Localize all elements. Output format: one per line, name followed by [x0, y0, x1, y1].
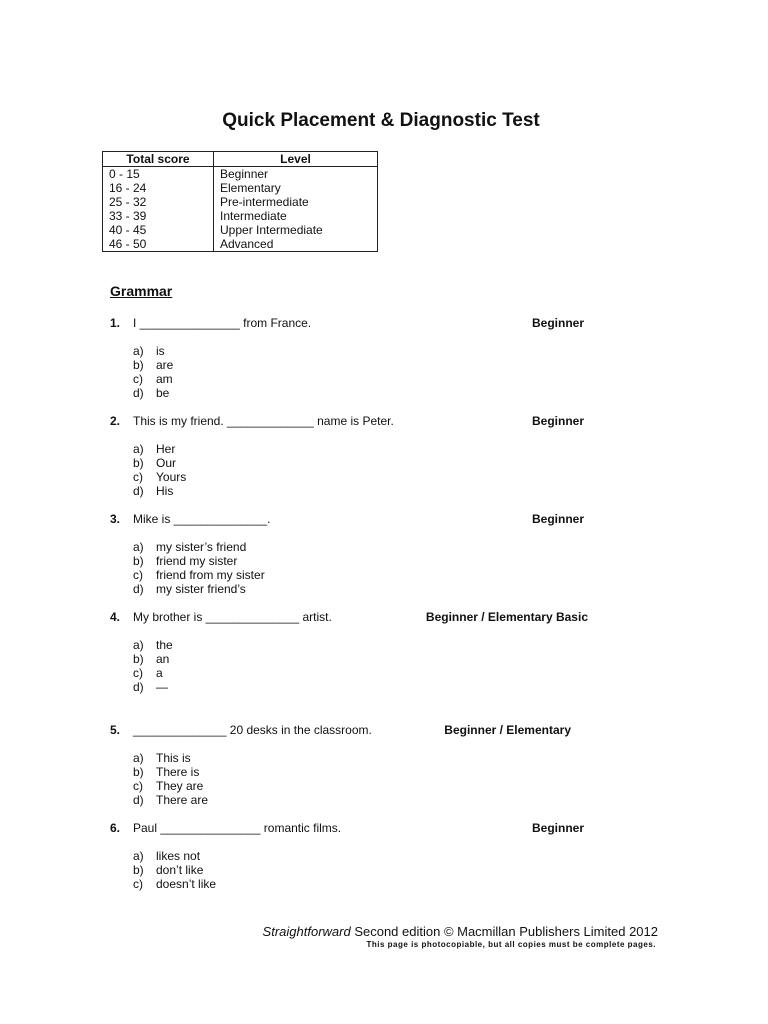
answer-option-a [133, 344, 173, 358]
table-row [103, 181, 378, 195]
table-row [103, 223, 378, 237]
question-level: Beginner / Elementary [444, 723, 571, 737]
column-header-total-score: Total score [103, 152, 214, 167]
option-text: — [156, 680, 168, 694]
question-text: ______________ 20 desks in the classroom. [133, 723, 372, 737]
answer-options [133, 540, 265, 596]
option-letter: b) [133, 765, 144, 779]
option-text: my sister’s friend [156, 540, 247, 554]
option-text: Our [156, 456, 177, 470]
answer-option-c [133, 568, 265, 582]
option-text: There is [156, 765, 200, 779]
question-text: Mike is ______________. [133, 512, 271, 526]
option-letter: d) [133, 582, 144, 596]
answer-option-d [133, 582, 265, 596]
question-number: 3. [110, 512, 121, 526]
option-letter: b) [133, 358, 144, 372]
option-text: doesn’t like [156, 877, 217, 891]
question-number: 2. [110, 414, 121, 428]
question-level: Beginner [531, 414, 584, 428]
option-text: the [156, 638, 173, 652]
option-letter: c) [133, 470, 143, 484]
answer-option-d [133, 386, 173, 400]
question-text: This is my friend. _____________ name is Peter. [133, 414, 394, 428]
option-letter: d) [133, 793, 144, 807]
column-header-level: Level [214, 152, 378, 167]
option-text: a [156, 666, 163, 680]
option-text: be [156, 386, 170, 400]
question-level: Beginner / Elementary Basic [425, 610, 588, 624]
answer-options [133, 638, 173, 694]
option-text: friend from my sister [156, 568, 265, 582]
copyright-text: Second edition © Macmillan Publishers Limited 2012 [350, 924, 658, 939]
option-letter: d) [133, 386, 144, 400]
question-level: Beginner [531, 316, 584, 330]
option-text: are [156, 358, 174, 372]
book-title: Straightforward [262, 924, 351, 939]
score-level: Pre-intermediate [214, 195, 378, 209]
option-text: This is [156, 751, 191, 765]
option-letter: a) [133, 751, 144, 765]
answer-option-b [133, 554, 265, 568]
answer-option-a [133, 442, 186, 456]
page-title: Quick Placement & Diagnostic Test [222, 110, 540, 131]
score-range: 16 - 24 [103, 181, 214, 195]
option-letter: a) [133, 442, 144, 456]
option-text: There are [156, 793, 209, 807]
answer-options [133, 849, 216, 891]
option-text: They are [156, 779, 204, 793]
option-text: don’t like [156, 863, 204, 877]
score-table-header [103, 152, 378, 167]
option-letter: b) [133, 863, 144, 877]
section-heading-grammar: Grammar [110, 283, 173, 299]
question-level: Beginner [531, 512, 584, 526]
score-range: 25 - 32 [103, 195, 214, 209]
option-text: an [156, 652, 170, 666]
answer-option-b [133, 652, 173, 666]
option-text: likes not [156, 849, 201, 863]
question-text: Paul _______________ romantic films. [133, 821, 342, 835]
copyright-line [263, 924, 658, 939]
table-row [103, 209, 378, 223]
question-number: 5. [110, 723, 121, 737]
answer-option-c [133, 372, 173, 386]
answer-option-a [133, 849, 216, 863]
table-row [103, 167, 378, 182]
score-level: Intermediate [214, 209, 378, 223]
question-number: 4. [110, 610, 121, 624]
table-row [103, 195, 378, 209]
answer-option-b [133, 863, 216, 877]
answer-options [133, 442, 186, 498]
score-table [102, 151, 378, 252]
answer-option-d [133, 680, 173, 694]
score-level: Elementary [214, 181, 378, 195]
answer-option-b [133, 456, 186, 470]
answer-option-c [133, 666, 173, 680]
answer-option-b [133, 358, 173, 372]
question-level: Beginner [531, 821, 584, 835]
option-text: friend my sister [156, 554, 238, 568]
answer-option-c [133, 877, 216, 891]
answer-option-a [133, 751, 208, 765]
answer-option-c [133, 779, 208, 793]
option-letter: c) [133, 779, 143, 793]
option-letter: b) [133, 652, 144, 666]
question-text: My brother is ______________ artist. [133, 610, 332, 624]
photocopy-note: This page is photocopiable, but all copies must be complete pages. [366, 940, 656, 949]
option-letter: b) [133, 554, 144, 568]
option-letter: d) [133, 484, 144, 498]
question-number: 1. [110, 316, 121, 330]
option-letter: a) [133, 849, 144, 863]
option-text: am [156, 372, 173, 386]
question-number: 6. [110, 821, 121, 835]
question-text: I _______________ from France. [133, 316, 312, 330]
answer-options [133, 751, 208, 807]
option-letter: a) [133, 540, 144, 554]
answer-options [133, 344, 173, 400]
answer-option-a [133, 540, 265, 554]
option-letter: a) [133, 344, 144, 358]
score-range: 46 - 50 [103, 237, 214, 252]
option-letter: c) [133, 877, 143, 891]
option-letter: b) [133, 456, 144, 470]
option-text: His [156, 484, 174, 498]
option-letter: c) [133, 568, 143, 582]
option-text: Her [156, 442, 176, 456]
option-letter: d) [133, 680, 144, 694]
option-text: Yours [156, 470, 187, 484]
score-level: Advanced [214, 237, 378, 252]
option-letter: a) [133, 638, 144, 652]
score-range: 33 - 39 [103, 209, 214, 223]
table-row [103, 237, 378, 252]
answer-option-d [133, 793, 208, 807]
score-level: Upper Intermediate [214, 223, 378, 237]
score-range: 40 - 45 [103, 223, 214, 237]
answer-option-c [133, 470, 186, 484]
option-text: my sister friend’s [156, 582, 246, 596]
answer-option-b [133, 765, 208, 779]
score-level: Beginner [214, 167, 378, 182]
answer-option-a [133, 638, 173, 652]
option-letter: c) [133, 666, 143, 680]
option-text: is [156, 344, 165, 358]
score-range: 0 - 15 [103, 167, 214, 182]
answer-option-d [133, 484, 186, 498]
option-letter: c) [133, 372, 143, 386]
